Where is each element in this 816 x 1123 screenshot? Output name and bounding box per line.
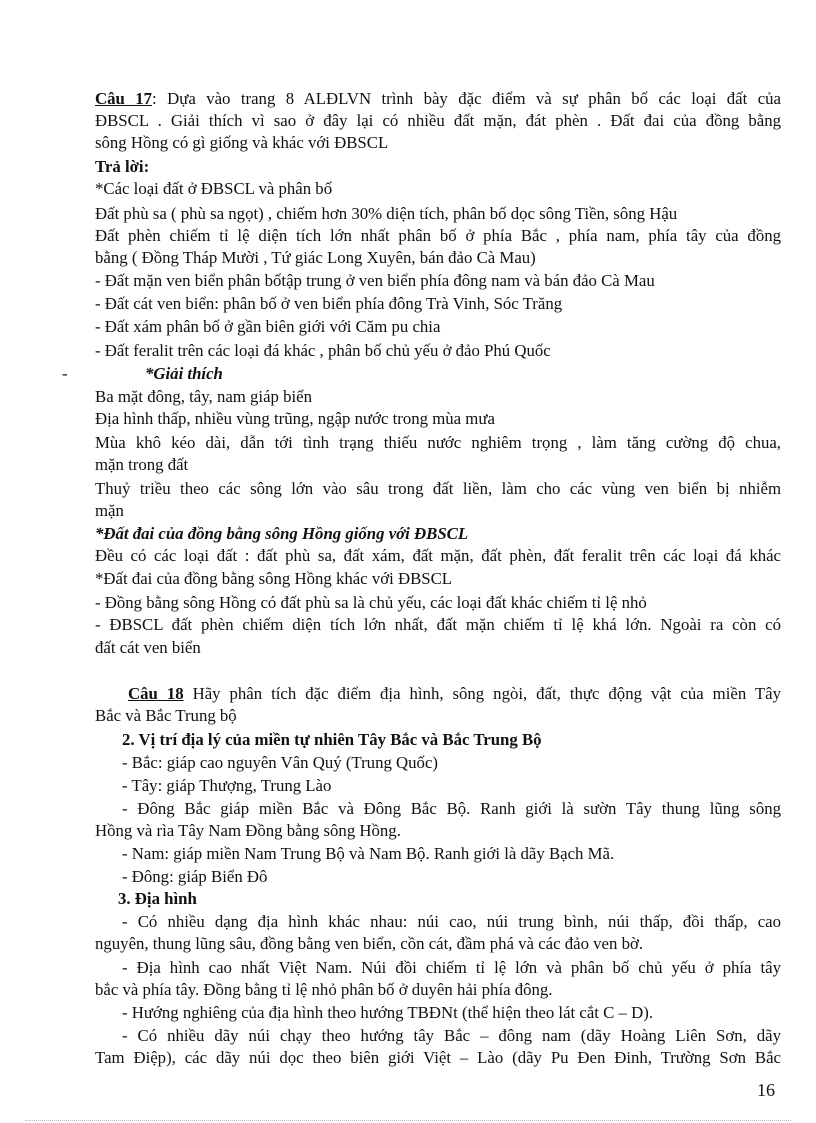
terrain-2: - Địa hình cao nhất Việt Nam. Núi đồi chiếm tỉ lệ lớn và phân bố chủ yếu ở phía tây [122, 958, 781, 977]
diff-2: - ĐBSCL đất phèn chiếm diện tích lớn nhất, đất mặn chiếm tỉ lệ khá lớn. Ngoài ra còn có [95, 615, 781, 634]
same-1: Đều có các loại đất : đất phù sa, đất xám, đất mặn, đất phèn, đất feralit trên các loại đá khác [95, 546, 781, 565]
explain-3: Mùa khô kéo dài, dẫn tới tình trạng thiếu nước nghiêm trọng , làm tăng cường độ chua, [95, 433, 781, 452]
terrain-4-cont: Tam Điệp), các dãy núi dọc theo biên giới Việt – Lào (dãy Pu Đen Đinh, Trường Sơn Bắc [95, 1048, 781, 1067]
soil-alum: Đất phèn chiếm tỉ lệ diện tích lớn nhất phân bố ở phía Bắc , phía nam, phía tây của đồng [95, 226, 781, 245]
q17-label: Câu 17 [95, 89, 153, 108]
soil-alluvial: Đất phù sa ( phù sa ngọt) , chiếm hơn 30% diện tích, phân bố dọc sông Tiền, sông Hậu [95, 204, 678, 223]
pos-north: - Bắc: giáp cao nguyên Vân Quý (Trung Quốc) [122, 753, 438, 772]
diff-2-cont: đất cát ven biển [95, 638, 201, 657]
q18-label: Câu 18 [128, 684, 184, 703]
terrain-1: - Có nhiều dạng địa hình khác nhau: núi cao, núi trung bình, núi thấp, đồi thấp, cao [122, 912, 781, 931]
diff-heading: *Đất đai của đồng bằng sông Hồng khác với ĐBSCL [95, 569, 453, 588]
page-number: 16 [757, 1080, 775, 1100]
q18-line1: Hãy phân tích đặc điểm địa hình, sông ngòi, đất, thực động vật của miền Tây [183, 684, 781, 703]
margin-dash: - [62, 364, 68, 383]
soil-alum-cont: bằng ( Đồng Tháp Mười , Tứ giác Long Xuyên, bán đảo Cà Mau) [95, 248, 536, 267]
pos-west: - Tây: giáp Thượng, Trung Lào [122, 776, 332, 795]
explain-3-cont: mặn trong đất [95, 455, 189, 474]
footer-divider [25, 1120, 791, 1121]
pos-south: - Nam: giáp miền Nam Trung Bộ và Nam Bộ. Ranh giới là dãy Bạch Mã. [122, 844, 615, 863]
terrain-1-cont: nguyên, thung lũng sâu, đồng bằng ven biển, cồn cát, đầm phá và các đảo ven bờ. [95, 934, 644, 953]
soil-saline: - Đất mặn ven biển phân bốtập trung ở ven biển phía đông nam và bán đảo Cà Mau [95, 271, 655, 290]
soil-sand: - Đất cát ven biển: phân bố ở ven biển phía đông Trà Vinh, Sóc Trăng [95, 294, 563, 313]
q17-line2: ĐBSCL . Giải thích vì sao ở đây lại có nhiều đất mặn, đát phèn . Đất đai của đồng bằng [95, 111, 781, 130]
explain-2: Địa hình thấp, nhiều vùng trũng, ngập nước trong mùa mưa [95, 409, 495, 428]
diff-1: - Đồng bằng sông Hồng có đất phù sa là chủ yếu, các loại đất khác chiếm tỉ lệ nhỏ [95, 593, 647, 612]
terrain-3: - Hướng nghiêng của địa hình theo hướng TBĐNt (thể hiện theo lát cắt C – D). [122, 1003, 654, 1022]
section-3-heading: 3. Địa hình [118, 889, 197, 908]
q17-line1: : Dựa vào trang 8 ALĐLVN trình bày đặc điểm và sự phân bố các loại đất của [152, 89, 781, 108]
answer-label: Trả lời: [95, 157, 150, 176]
q17-heading-line [95, 88, 781, 110]
soil-types-heading: *Các loại đất ở ĐBSCL và phân bố [95, 179, 333, 198]
section-2-heading: 2. Vị trí địa lý của miền tự nhiên Tây Bắc và Bắc Trung Bộ [122, 730, 542, 749]
same-heading: *Đất đai của đồng bằng sông Hồng giống với ĐBSCL [95, 524, 469, 543]
pos-northeast: - Đông Bắc giáp miền Bắc và Đông Bắc Bộ. Ranh giới là sườn Tây thung lũng sông [122, 799, 781, 818]
q18-line2: Bắc và Bắc Trung bộ [95, 706, 237, 725]
soil-grey: - Đất xám phân bố ở gần biên giới với Căm pu chia [95, 317, 441, 336]
pos-northeast-cont: Hồng và rìa Tây Nam Đồng bằng sông Hồng. [95, 821, 401, 840]
q17-line3: sông Hồng có gì giống và khác với ĐBSCL [95, 133, 389, 152]
q18-heading-line [128, 683, 781, 705]
soil-feralit: - Đất feralit trên các loại đá khác , phân bố chủ yếu ở đảo Phú Quốc [95, 341, 551, 360]
explain-1: Ba mặt đông, tây, nam giáp biển [95, 387, 313, 406]
explain-4-cont: mặn [95, 501, 124, 520]
explain-4: Thuỷ triều theo các sông lớn vào sâu trong đất liền, làm cho các vùng ven biển bị nhiễm [95, 479, 781, 498]
pos-east: - Đông: giáp Biển Đô [122, 867, 268, 886]
terrain-2-cont: bắc và phía tây. Đồng bằng tỉ lệ nhỏ phân bố ở duyên hải phía đông. [95, 980, 553, 999]
explain-heading: *Giải thích [145, 364, 223, 383]
terrain-4: - Có nhiều dãy núi chạy theo hướng tây Bắc – đông nam (dãy Hoàng Liên Sơn, dãy [122, 1026, 781, 1045]
